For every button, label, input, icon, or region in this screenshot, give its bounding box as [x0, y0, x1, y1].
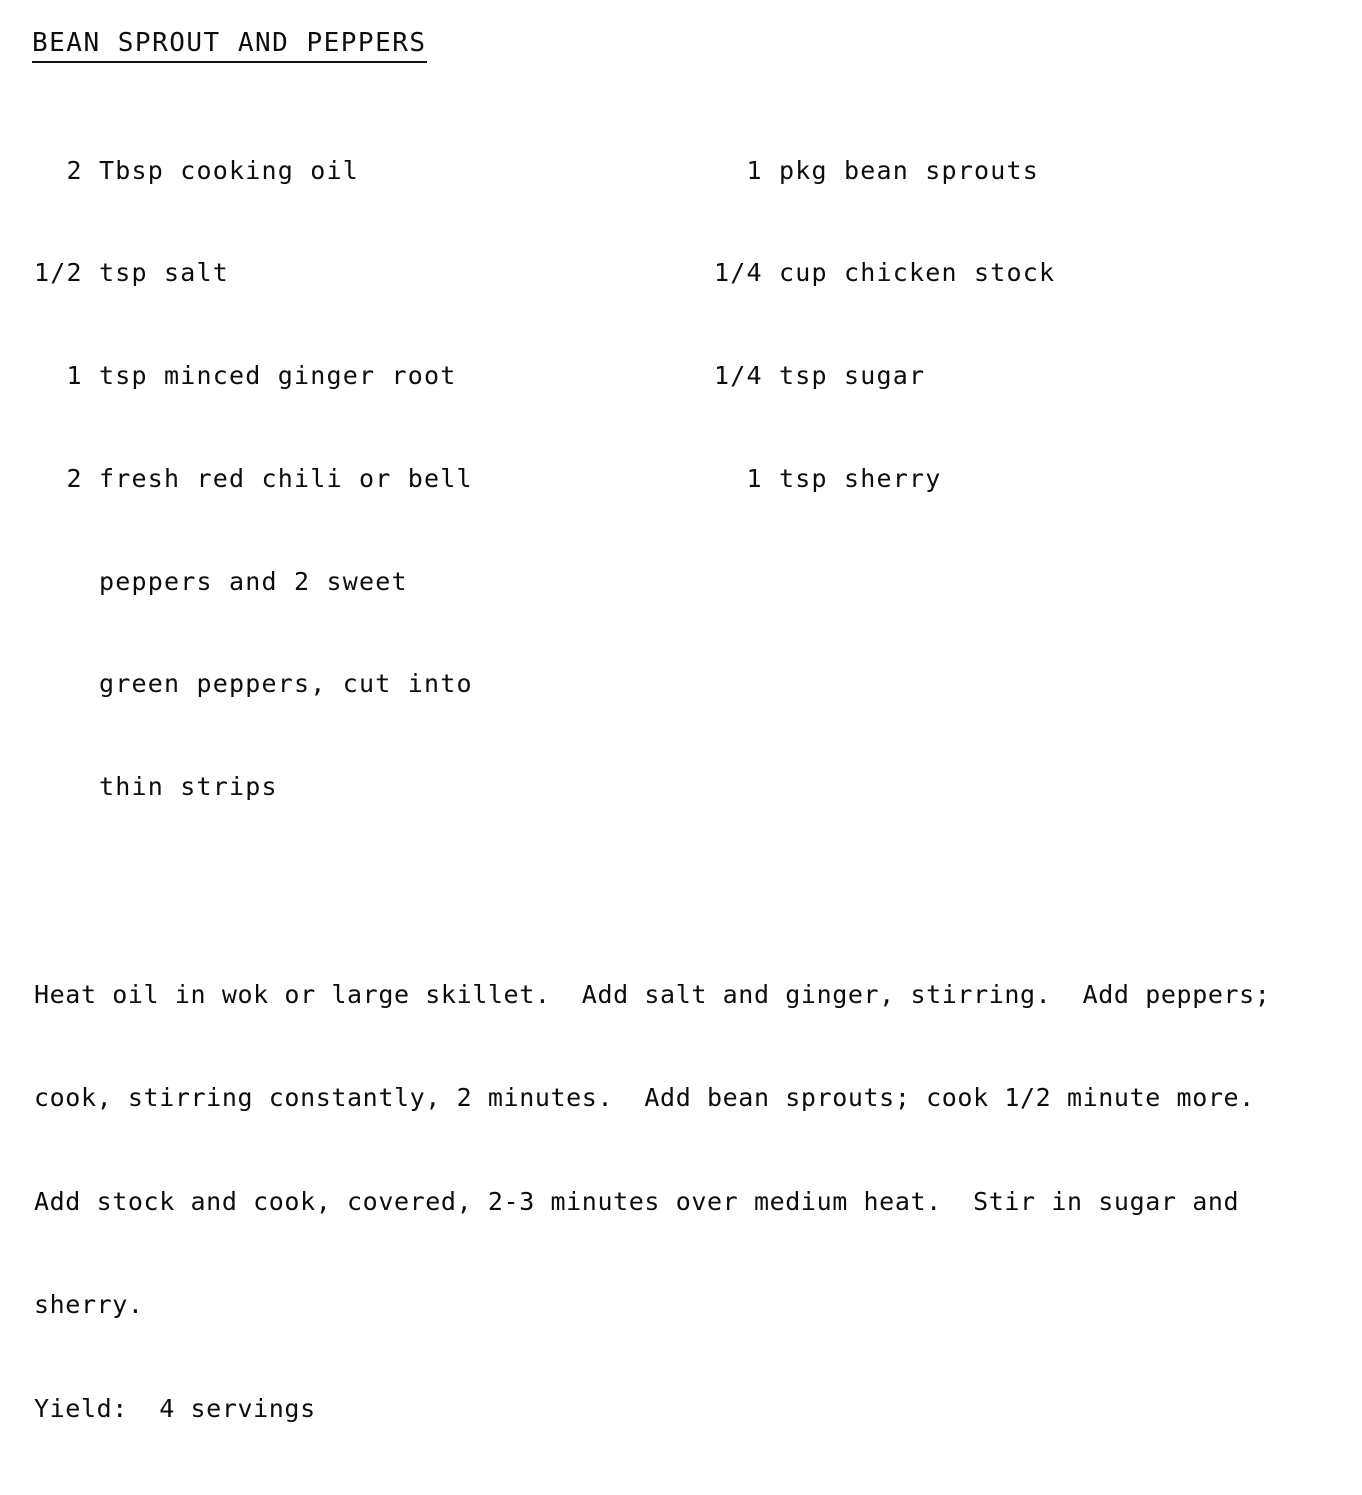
ingredients-column-left: [34, 85, 714, 873]
method-section: [34, 909, 1332, 1495]
list-item: thin strips: [34, 772, 278, 801]
list-item: 2 fresh red chili or bell: [34, 463, 473, 493]
method-line: Add stock and cook, covered, 2-3 minutes over medium heat. Stir in sugar and: [34, 1186, 1240, 1216]
ingredients-section: [34, 85, 1332, 873]
list-item: 2 Tbsp cooking oil: [34, 155, 360, 185]
list-item: peppers and 2 sweet: [34, 566, 408, 596]
list-item: green peppers, cut into: [34, 669, 473, 699]
list-item: 1/2 tsp salt: [34, 258, 230, 288]
list-item: 1 tsp minced ginger root: [34, 361, 457, 390]
page-title: BEAN SPROUT AND PEPPERS: [32, 28, 427, 63]
list-item: 1/4 tsp sugar: [714, 361, 926, 390]
yield-line: Yield: 4 servings: [34, 1393, 316, 1423]
method-line: sherry.: [34, 1290, 144, 1320]
ingredients-column-right: [714, 85, 1314, 565]
method-line: Heat oil in wok or large skillet. Add salt and ginger, stirring. Add peppers;: [34, 979, 1271, 1009]
list-item: 1 pkg bean sprouts: [714, 155, 1040, 185]
method-line: cook, stirring constantly, 2 minutes. Add bean sprouts; cook 1/2 minute more.: [34, 1083, 1255, 1113]
list-item: 1 tsp sherry: [714, 463, 942, 493]
list-item: 1/4 cup chicken stock: [714, 258, 1056, 288]
